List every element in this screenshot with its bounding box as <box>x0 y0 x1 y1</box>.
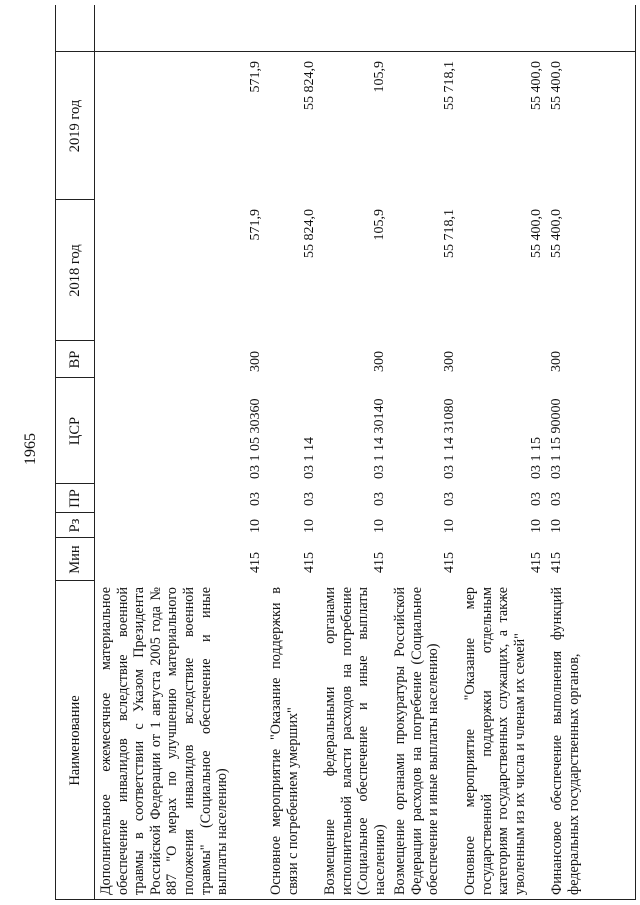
row-min: 415 <box>302 552 317 573</box>
row-vr: 300 <box>248 351 263 372</box>
row-2019: 55 718,1 <box>442 61 457 110</box>
row-pr: 03 <box>302 492 317 506</box>
row-pr: 03 <box>372 492 387 506</box>
row-csr: 03 1 05 30360 <box>248 398 263 479</box>
header-pr: ПР <box>67 489 83 508</box>
row-rz: 10 <box>549 519 564 533</box>
row-2018: 55 824,0 <box>302 209 317 258</box>
row-2019: 571,9 <box>248 61 263 93</box>
row-csr: 03 1 14 30140 <box>372 398 387 479</box>
row-name: Дополнительное ежемесячное материальное обеспечение инвалидов вследствие военной травмы в соответствии с Указом Президента Российской Федерации от 1 августа 2005 года № 887 "О мерах по улучшению материального положения инвалидов вследствие военной травмы" (Социальное обеспечение и иные выплаты населению) <box>98 587 231 895</box>
header-min: Мин <box>67 545 83 574</box>
row-name: Финансовое обеспечение выполнения функций федеральных государственных органов, <box>549 587 582 895</box>
row-pr: 03 <box>248 492 263 506</box>
row-name: Основное мероприятие "Оказание мер государственной поддержки отдельным категориям государственных служащих, а также уволенным из их числа и членам их семей" <box>462 587 528 895</box>
row-pr: 03 <box>549 492 564 506</box>
header-rz: Рз <box>67 518 83 533</box>
header-vr: ВР <box>67 350 83 369</box>
row-min: 415 <box>372 552 387 573</box>
row-vr: 300 <box>549 351 564 372</box>
row-rz: 10 <box>529 519 544 533</box>
row-vr: 300 <box>442 351 457 372</box>
row-2018: 105,9 <box>372 209 387 241</box>
table-left-border <box>55 899 635 900</box>
row-rz: 10 <box>372 519 387 533</box>
header-csr: ЦСР <box>67 416 83 446</box>
row-csr: 03 1 14 <box>302 437 317 479</box>
row-name: Возмещение федеральными органами исполнительной власти расходов на погребение (Социальное обеспечение и иные выплаты населению) <box>322 587 388 895</box>
row-min: 415 <box>248 552 263 573</box>
row-2019: 55 400,0 <box>549 61 564 110</box>
row-2018: 55 718,1 <box>442 209 457 258</box>
table-right-border <box>55 51 635 52</box>
row-2018: 55 400,0 <box>549 209 564 258</box>
row-rz: 10 <box>442 519 457 533</box>
row-csr: 03 1 14 31080 <box>442 398 457 479</box>
row-csr: 03 1 15 90000 <box>549 398 564 479</box>
header-2018: 2018 год <box>67 244 83 297</box>
row-name: Возмещение органами прокуратуры Российской Федерации расходов на погребение (Социальное обеспечение и иные выплаты населению) <box>392 587 442 895</box>
row-min: 415 <box>549 552 564 573</box>
row-rz: 10 <box>302 519 317 533</box>
row-2018: 571,9 <box>248 209 263 241</box>
row-2018: 55 400,0 <box>529 209 544 258</box>
row-min: 415 <box>529 552 544 573</box>
row-2019: 55 824,0 <box>302 61 317 110</box>
row-pr: 03 <box>442 492 457 506</box>
row-2019: 55 400,0 <box>529 61 544 110</box>
table-bottom-border <box>635 5 636 900</box>
header-bottom-border <box>94 5 95 900</box>
row-min: 415 <box>442 552 457 573</box>
row-pr: 03 <box>529 492 544 506</box>
row-vr: 300 <box>372 351 387 372</box>
row-2019: 105,9 <box>372 61 387 93</box>
table-top-border <box>55 5 56 900</box>
header-2019: 2019 год <box>67 99 83 153</box>
header-name: Наименование <box>67 695 83 786</box>
row-name: Основное мероприятие "Оказание поддержки в связи с погребением умерших" <box>268 587 301 895</box>
row-rz: 10 <box>248 519 263 533</box>
row-csr: 03 1 15 <box>529 437 544 479</box>
page-number: 1965 <box>22 433 39 465</box>
